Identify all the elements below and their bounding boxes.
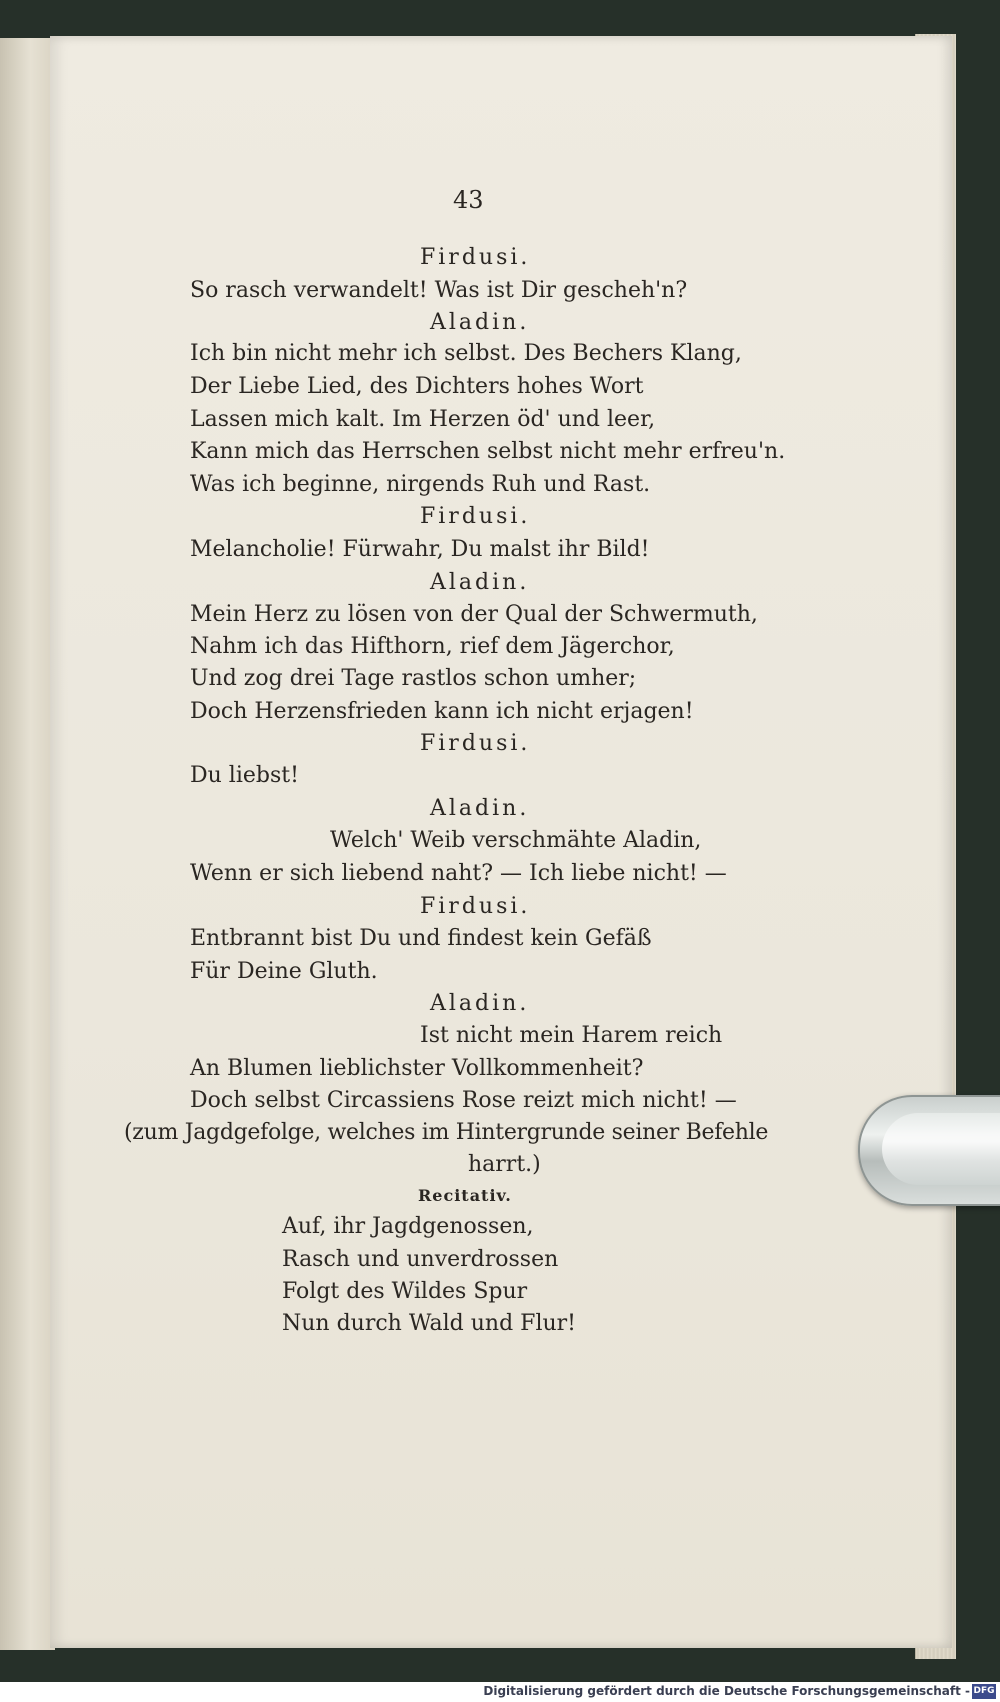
verse-line-4: Nun durch Wald und Flur! <box>282 1311 577 1336</box>
text-line-9: Nahm ich das Hifthorn, rief dem Jägerchor, <box>190 634 675 659</box>
book-page <box>50 36 952 1648</box>
text-line-14: Wenn er sich liebend naht? — Ich liebe nicht! — <box>190 861 727 886</box>
text-line-11: Doch Herzensfrieden kann ich nicht erjagen! <box>190 699 694 724</box>
speaker-aladin-3: Aladin. <box>430 796 530 821</box>
verse-line-3: Folgt des Wildes Spur <box>282 1279 528 1304</box>
page-clip <box>858 1095 1000 1206</box>
speaker-aladin-4: Aladin. <box>430 991 530 1016</box>
text-line-17: Ist nicht mein Harem reich <box>420 1023 723 1048</box>
text-line-12: Du liebst! <box>190 763 299 788</box>
stage-direction-cont: harrt.) <box>468 1152 541 1177</box>
text-line-16: Für Deine Gluth. <box>190 959 378 984</box>
page-clip-highlight <box>882 1113 1000 1185</box>
speaker-firdusi-4: Firdusi. <box>420 894 531 919</box>
footer-credit: Digitalisierung gefördert durch die Deutsche Forschungsgemeinschaft - <box>483 1684 970 1698</box>
text-line-13: Welch' Weib verschmähte Aladin, <box>330 828 702 853</box>
speaker-firdusi-1: Firdusi. <box>420 245 531 270</box>
left-page-edge <box>0 38 55 1650</box>
page-number: 43 <box>453 186 484 214</box>
speaker-aladin-2: Aladin. <box>430 570 530 595</box>
text-line-1: So rasch verwandelt! Was ist Dir gescheh'n? <box>190 278 688 303</box>
text-line-6: Was ich beginne, nirgends Ruh und Rast. <box>190 472 651 497</box>
speaker-firdusi-3: Firdusi. <box>420 731 531 756</box>
text-line-2: Ich bin nicht mehr ich selbst. Des Bechers Klang, <box>190 341 742 366</box>
text-line-18: An Blumen lieblichster Vollkommenheit? <box>190 1056 644 1081</box>
text-line-15: Entbrannt bist Du und findest kein Gefäß <box>190 926 652 951</box>
dfg-logo-icon: DFG <box>972 1684 996 1699</box>
stage-direction: (zum Jagdgefolge, welches im Hintergrunde seiner Befehle <box>124 1120 769 1145</box>
text-line-4: Lassen mich kalt. Im Herzen öd' und leer, <box>190 407 656 432</box>
text-line-19: Doch selbst Circassiens Rose reizt mich nicht! — <box>190 1088 737 1113</box>
text-line-10: Und zog drei Tage rastlos schon umher; <box>190 666 637 691</box>
speaker-firdusi-2: Firdusi. <box>420 504 531 529</box>
verse-line-1: Auf, ihr Jagdgenossen, <box>282 1214 534 1239</box>
text-line-7: Melancholie! Fürwahr, Du malst ihr Bild! <box>190 537 650 562</box>
verse-line-2: Rasch und unverdrossen <box>282 1247 559 1272</box>
footer-bar <box>0 1682 1000 1702</box>
speaker-aladin-1: Aladin. <box>430 310 530 335</box>
text-line-3: Der Liebe Lied, des Dichters hohes Wort <box>190 374 644 399</box>
text-line-8: Mein Herz zu lösen von der Qual der Schwermuth, <box>190 602 758 627</box>
recitativ-heading: Recitativ. <box>418 1186 512 1205</box>
text-line-5: Kann mich das Herrschen selbst nicht mehr erfreu'n. <box>190 439 786 464</box>
